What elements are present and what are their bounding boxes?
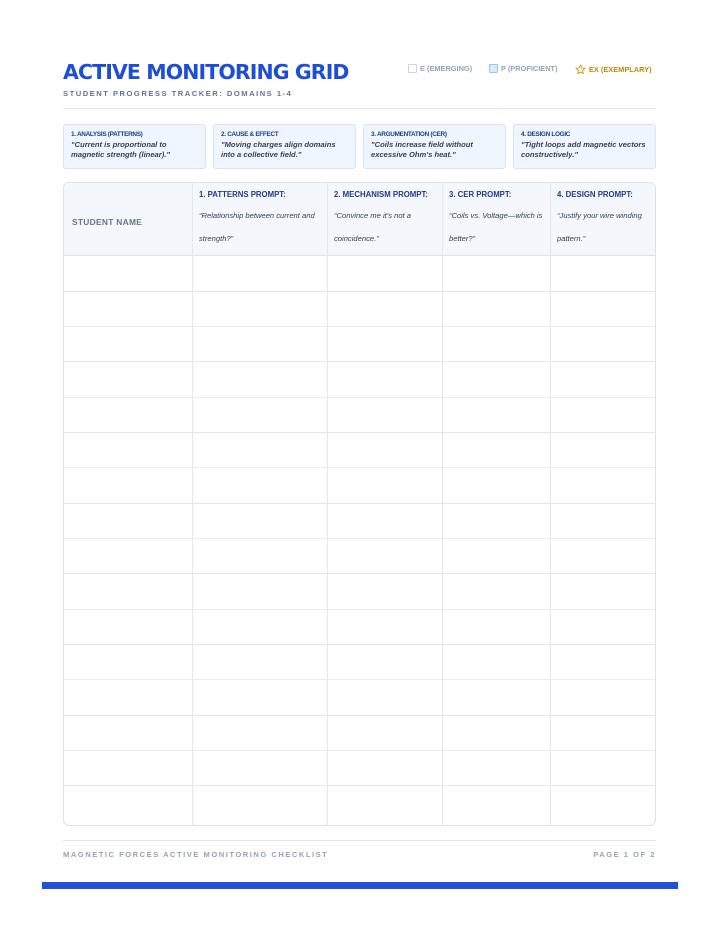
row-divider (64, 715, 655, 716)
prompt-quote: “Coils vs. Voltage—which is better?” (449, 211, 543, 243)
prompt-title: 2. MECHANISM PROMPT: (334, 190, 429, 199)
grid-header-row (64, 183, 655, 256)
domain-title: 4. DESIGN LOGIC (521, 131, 571, 138)
footer-title: MAGNETIC FORCES ACTIVE MONITORING CHECKLIST (63, 850, 329, 859)
domain-quote: "Moving charges align domains into a collective field." (221, 140, 336, 159)
prompt-quote: “Convince me it's not a coincidence.” (334, 211, 411, 243)
prompt-title: 1. PATTERNS PROMPT: (199, 190, 286, 199)
row-divider (64, 750, 655, 751)
row-divider (64, 573, 655, 574)
column-divider (327, 183, 328, 825)
mechanism-prompt-header (327, 183, 442, 256)
student-name-header (64, 183, 192, 256)
domain-quote: "Tight loops add magnetic vectors constructively." (521, 140, 646, 159)
empty-checkbox-icon (408, 64, 417, 73)
prompt-quote: “Relationship between current and strength?” (199, 211, 315, 243)
domain-card-argumentation (363, 124, 506, 169)
row-divider (64, 785, 655, 786)
row-divider (64, 432, 655, 433)
row-divider (64, 326, 655, 327)
row-divider (64, 397, 655, 398)
header-divider (63, 108, 656, 109)
domain-quote: "Coils increase field without excessive Ohm's heat." (371, 140, 473, 159)
footer-divider (63, 840, 656, 841)
legend-proficient-label: P (PROFICIENT) (501, 64, 558, 73)
patterns-prompt-header (192, 183, 327, 256)
monitoring-grid (63, 182, 656, 826)
legend-emerging (408, 64, 472, 73)
domain-title: 3. ARGUMENTATION (CER) (371, 131, 447, 138)
footer-accent-bar (42, 882, 678, 889)
design-prompt-header (550, 183, 656, 256)
column-divider (442, 183, 443, 825)
row-divider (64, 644, 655, 645)
domain-card-analysis (63, 124, 206, 169)
cer-prompt-header (442, 183, 550, 256)
column-divider (192, 183, 193, 825)
rating-legend (408, 64, 656, 78)
domain-title: 1. ANALYSIS (PATTERNS) (71, 131, 143, 138)
blue-checkbox-icon (489, 64, 498, 73)
domain-quote: "Current is proportional to magnetic strength (linear)." (71, 140, 170, 159)
row-divider (64, 679, 655, 680)
row-divider (64, 291, 655, 292)
legend-exemplary (575, 64, 652, 75)
prompt-title: 4. DESIGN PROMPT: (557, 190, 633, 199)
row-divider (64, 609, 655, 610)
legend-proficient (489, 64, 558, 73)
row-divider (64, 361, 655, 362)
row-divider (64, 467, 655, 468)
prompt-title: 3. CER PROMPT: (449, 190, 512, 199)
domain-card-design-logic (513, 124, 656, 169)
legend-exemplary-label: EX (EXEMPLARY) (589, 65, 652, 74)
column-divider (550, 183, 551, 825)
row-divider (64, 538, 655, 539)
domain-title: 2. CAUSE & EFFECT (221, 131, 279, 138)
page-number: PAGE 1 OF 2 (593, 850, 656, 859)
page-title: ACTIVE MONITORING GRID (63, 60, 349, 84)
page-subtitle: STUDENT PROGRESS TRACKER: DOMAINS 1-4 (63, 89, 293, 98)
domain-card-cause-effect (213, 124, 356, 169)
star-icon (575, 64, 586, 75)
student-name-header-label: STUDENT NAME (72, 217, 143, 227)
row-divider (64, 503, 655, 504)
legend-emerging-label: E (EMERGING) (420, 64, 473, 73)
prompt-quote: “Justify your wire winding pattern.” (557, 211, 642, 243)
